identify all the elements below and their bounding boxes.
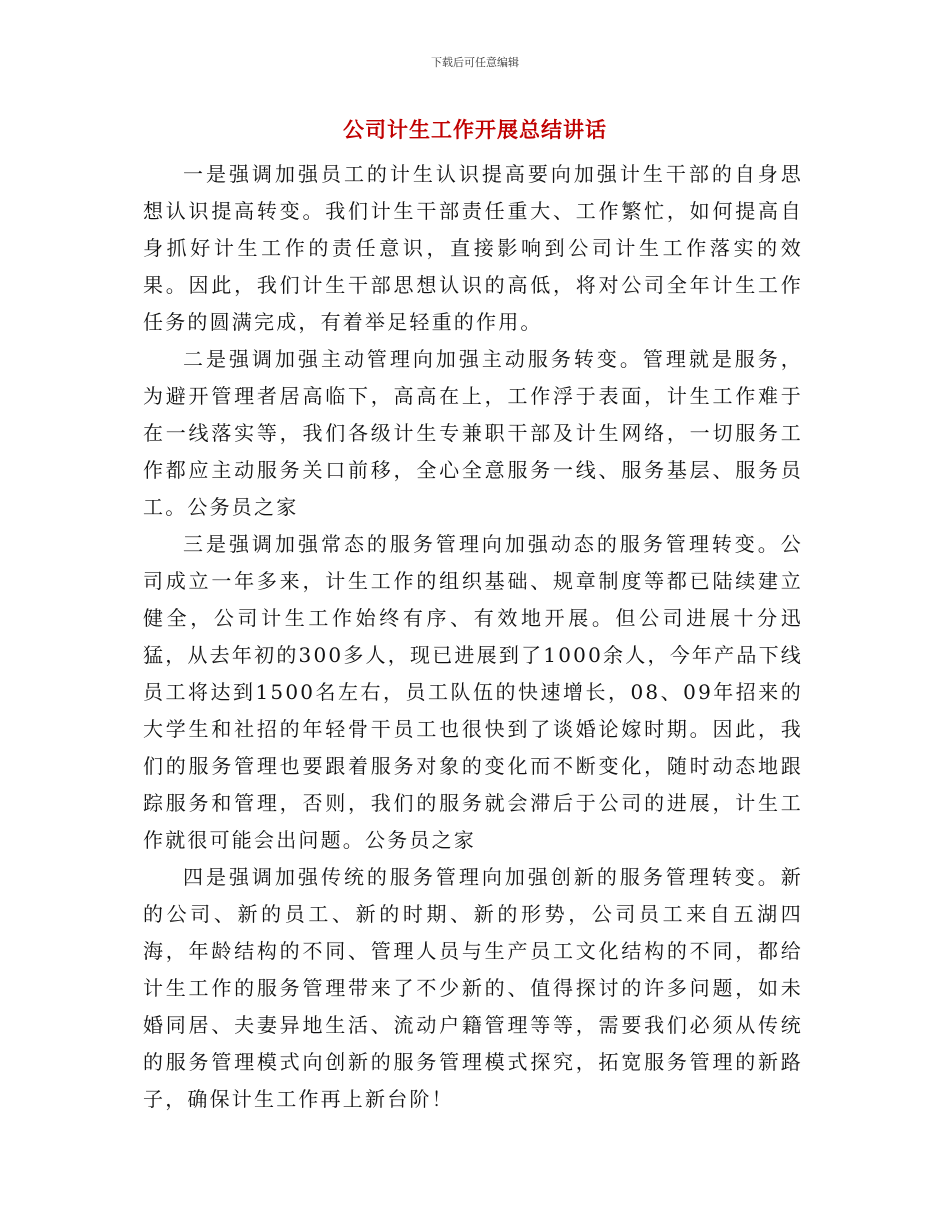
document-title: 公司计生工作开展总结讲话 <box>343 117 607 142</box>
document-body <box>143 156 803 1118</box>
paragraph-3: 三是强调加强常态的服务管理向加强动态的服务管理转变。公司成立一年多来，计生工作的组织基础、规章制度等都已陆续建立健全，公司计生工作始终有序、有效地开展。但公司进展十分迅猛，从去年初的300多人，现已进展到了1000余人，今年产品下线员工将达到1500名左右，员工队伍的快速增长，08、09年招来的大学生和社招的年轻骨干员工也很快到了谈婚论嫁时期。因此，我们的服务管理也要跟着服务对象的变化而不断变化，随时动态地跟踪服务和管理，否则，我们的服务就会滞后于公司的进展，计生工作就很可能会出问题。公务员之家 <box>143 532 803 852</box>
page-header-note: 下载后可任意编辑 <box>431 56 519 69</box>
paragraph-1: 一是强调加强员工的计生认识提高要向加强计生干部的自身思想认识提高转变。我们计生干部责任重大、工作繁忙，如何提高自身抓好计生工作的责任意识，直接影响到公司计生工作落实的效果。因此，我们计生干部思想认识的高低，将对公司全年计生工作任务的圆满完成，有着举足轻重的作用。 <box>143 162 803 334</box>
paragraph-4: 四是强调加强传统的服务管理向加强创新的服务管理转变。新的公司、新的员工、新的时期、新的形势，公司员工来自五湖四海，年龄结构的不同、管理人员与生产员工文化结构的不同，都给计生工作的服务管理带来了不少新的、值得探讨的许多问题，如未婚同居、夫妻异地生活、流动户籍管理等等，需要我们必须从传统的服务管理模式向创新的服务管理模式探究，拓宽服务管理的新路子，确保计生工作再上新台阶！ <box>143 865 803 1111</box>
paragraph-2: 二是强调加强主动管理向加强主动服务转变。管理就是服务，为避开管理者居高临下，高高在上，工作浮于表面，计生工作难于在一线落实等，我们各级计生专兼职干部及计生网络，一切服务工作都应主动服务关口前移，全心全意服务一线、服务基层、服务员工。公务员之家 <box>143 347 803 519</box>
